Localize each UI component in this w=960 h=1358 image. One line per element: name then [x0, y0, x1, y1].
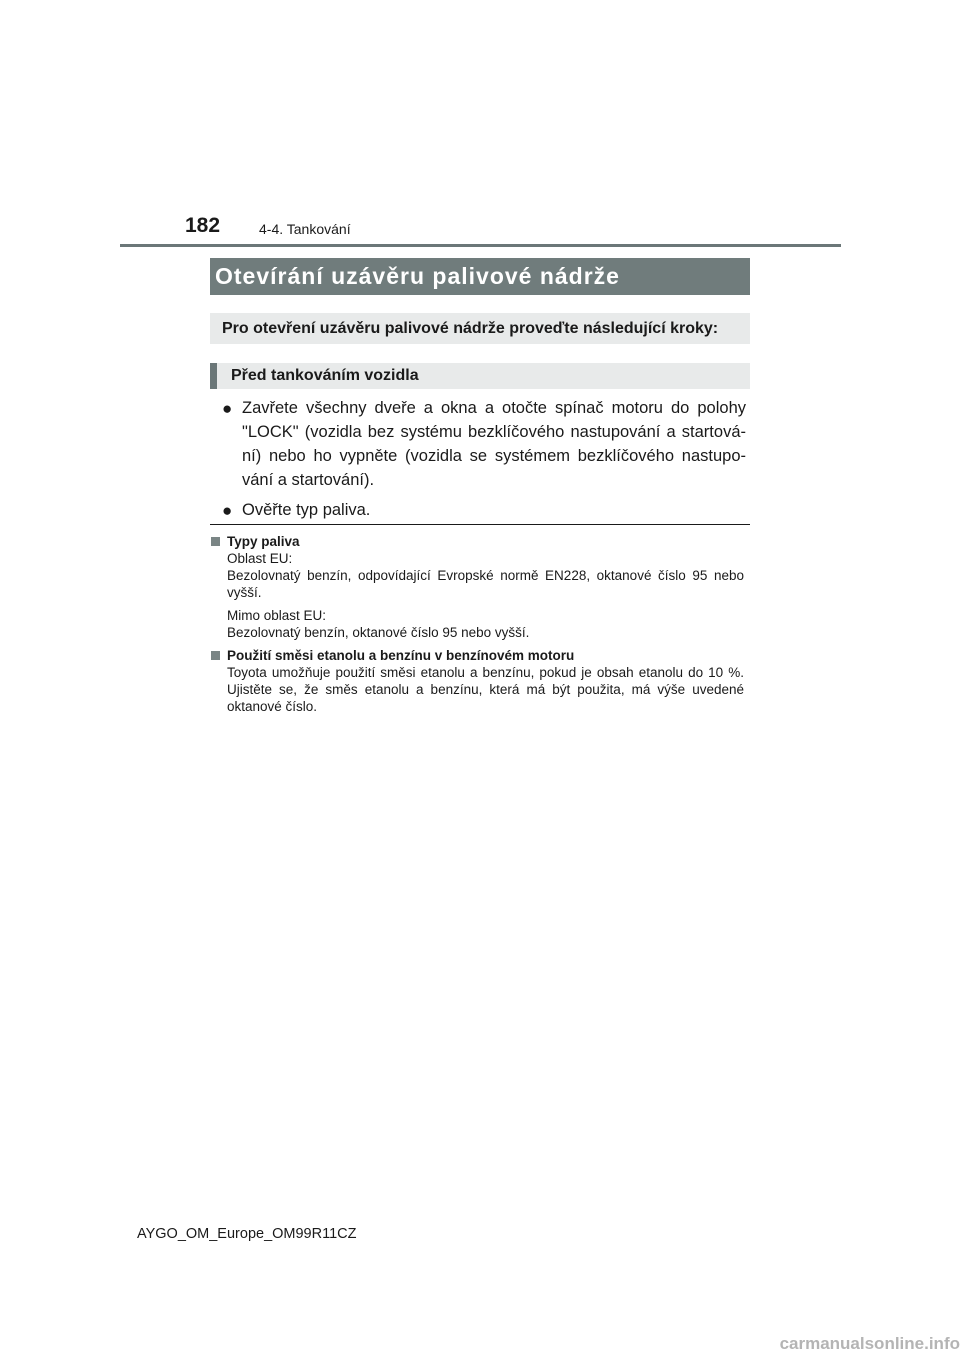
list-item	[214, 396, 746, 492]
bullet-icon: ●	[222, 501, 233, 520]
note-heading-ethanol	[210, 647, 744, 664]
square-bullet-icon	[211, 537, 220, 546]
note-ethanol-text: Toyota umožňuje použití směsi etanolu a benzínu, pokud je obsah etanolu do 10 %. Ujistěte se, že směs etanolu a benzínu, která má být použita, má výše uvedené oktanové číslo.	[227, 665, 744, 714]
list-item	[214, 498, 746, 522]
note-eu-label: Oblast EU:	[227, 551, 293, 566]
notes-section	[210, 533, 744, 715]
section-reference: 4-4. Tankování	[259, 221, 351, 237]
page-number: 182	[185, 214, 221, 237]
subheading: Před tankováním vozidla	[210, 363, 750, 389]
note-non-eu-label: Mimo oblast EU:	[227, 608, 327, 623]
bullet-list	[214, 396, 746, 528]
header-divider	[120, 244, 841, 247]
bullet-icon: ●	[222, 399, 233, 418]
note-non-eu-text: Bezolovnatý benzín, oktanové číslo 95 nebo vyšší.	[227, 625, 530, 640]
intro-text: Pro otevření uzávěru palivové nádrže proveďte následující kroky:	[210, 313, 750, 344]
watermark: carmanualsonline.info	[779, 1334, 960, 1353]
note-heading-fuel-types	[210, 533, 744, 550]
note-heading-text: Použití směsi etanolu a benzínu v benzínovém motoru	[227, 648, 575, 663]
note-heading-text: Typy paliva	[227, 534, 300, 549]
square-bullet-icon	[211, 651, 220, 660]
bullet-text: Zavřete všechny dveře a okna a otočte spínač motoru do polohy "LOCK" (vozidla bez systému bezklíčového nastupování a startová- ní) nebo ho vypněte (vozidla se systémem bezklíčového nastupo- vání a startování).	[242, 399, 746, 489]
note-eu-text: Bezolovnatý benzín, odpovídající Evropské normě EN228, oktanové číslo 95 nebo vyšší.	[227, 568, 744, 600]
section-divider	[210, 524, 750, 525]
bullet-text: Ověřte typ paliva.	[242, 501, 371, 519]
section-title: Otevírání uzávěru palivové nádrže	[210, 258, 750, 295]
document-footer: AYGO_OM_Europe_OM99R11CZ	[137, 1226, 357, 1242]
